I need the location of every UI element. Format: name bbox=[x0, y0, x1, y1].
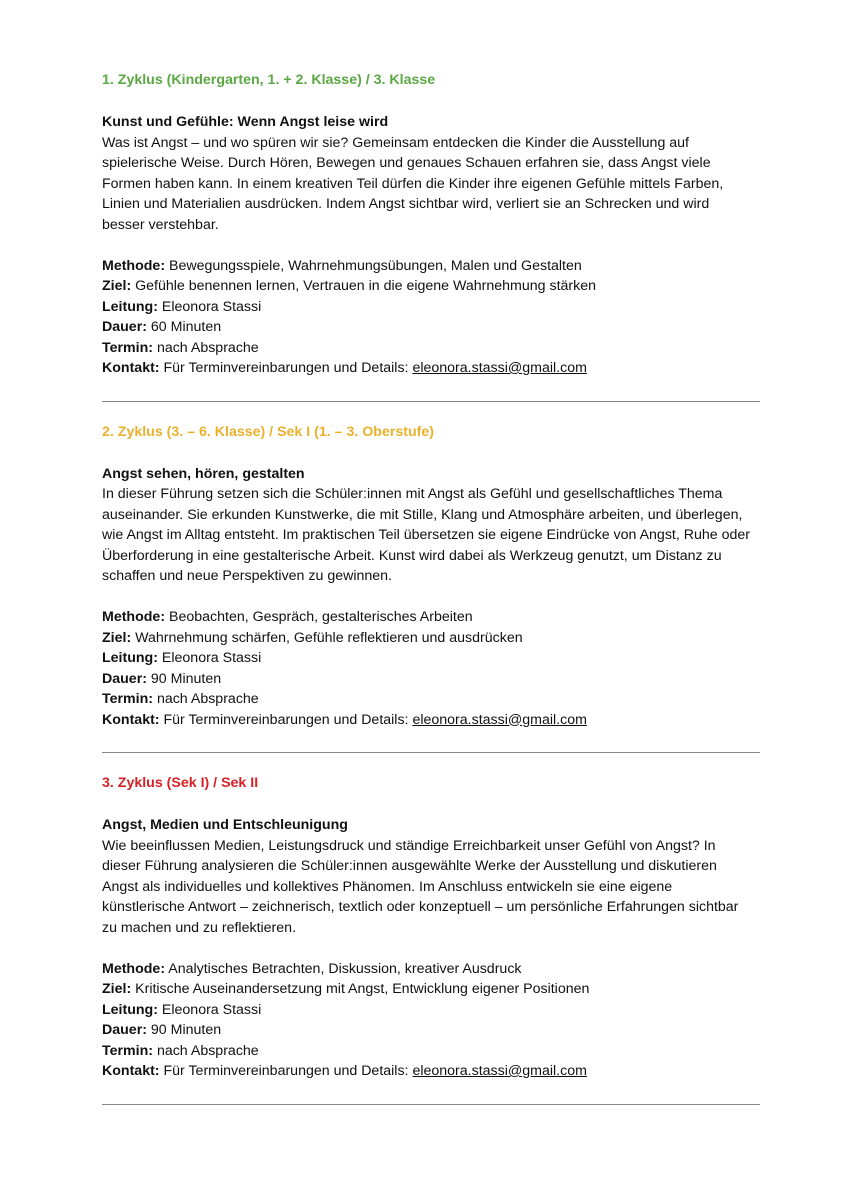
leitung-value: Eleonora Stassi bbox=[161, 1001, 262, 1018]
dauer-label: Dauer: bbox=[102, 1022, 147, 1038]
description-line: Überforderung in eine gestalterische Arbeit. Kunst wird dabei als Werkzeug genutzt, um Distanz zu bbox=[102, 547, 722, 564]
email-link[interactable]: eleonora.stassi@gmail.com bbox=[412, 1063, 587, 1079]
methode-label: Methode: bbox=[102, 257, 166, 274]
kontakt-label: Kontakt: bbox=[102, 360, 160, 376]
description-line: spielerische Weise. Durch Hören, Bewegen und genaues Schauen erfahren sie, dass Angst viele bbox=[102, 155, 711, 171]
description-line: In dieser Führung setzen sich die Schüler:innen mit Angst als Gefühl und gesellschaftliches Thema bbox=[102, 486, 723, 502]
methode-value: Beobachten, Gespräch, gestalterisches Arbeiten bbox=[169, 609, 473, 625]
dauer-row bbox=[102, 317, 760, 338]
methode-row bbox=[102, 607, 760, 628]
methode-label: Methode: bbox=[102, 609, 166, 625]
leitung-label: Leitung: bbox=[102, 1001, 158, 1018]
methode-label: Methode: bbox=[102, 960, 166, 977]
offer-details bbox=[102, 256, 760, 379]
ziel-row bbox=[102, 628, 760, 649]
termin-label: Termin: bbox=[102, 339, 153, 356]
leitung-row bbox=[102, 648, 760, 669]
ziel-row bbox=[102, 979, 760, 1000]
description-line: Was ist Angst – und wo spüren wir sie? Gemeinsam entdecken die Kinder die Ausstellung auf bbox=[102, 134, 689, 151]
termin-value: nach Absprache bbox=[156, 691, 259, 707]
kontakt-text: Für Terminvereinbarungen und Details: bbox=[163, 360, 409, 376]
description-line: dieser Führung analysieren die Schüler:innen ausgewählte Werke der Ausstellung und diskutieren bbox=[102, 858, 717, 874]
zyklus-heading: 3. Zyklus (Sek I) / Sek II bbox=[102, 775, 259, 791]
offer-title: Angst, Medien und Entschleunigung bbox=[102, 817, 348, 833]
kontakt-text: Für Terminvereinbarungen und Details: bbox=[163, 711, 409, 728]
description-line: wie Angst im Alltag entsteht. Im praktischen Teil übersetzen sie eigene Eindrücke von Angst, Ruhe oder bbox=[102, 527, 751, 543]
termin-row bbox=[102, 689, 760, 710]
dauer-value: 90 Minuten bbox=[150, 1022, 222, 1038]
description-line: künstlerische Antwort – zeichnerisch, textlich oder konzeptuell – um persönliche Erfahrungen sichtbar bbox=[102, 899, 739, 915]
offer-title: Angst sehen, hören, gestalten bbox=[102, 465, 305, 482]
termin-row bbox=[102, 338, 760, 359]
methode-value: Analytisches Betrachten, Diskussion, kreativer Ausdruck bbox=[168, 960, 522, 977]
ziel-label: Ziel: bbox=[102, 981, 132, 997]
leitung-value: Eleonora Stassi bbox=[161, 650, 262, 666]
section-zyklus-2 bbox=[102, 422, 760, 754]
kontakt-label: Kontakt: bbox=[102, 1063, 160, 1079]
ziel-label: Ziel: bbox=[102, 278, 132, 294]
kontakt-label: Kontakt: bbox=[102, 711, 160, 728]
dauer-row bbox=[102, 669, 760, 690]
offer-description bbox=[102, 133, 760, 236]
zyklus-heading: 1. Zyklus (Kindergarten, 1. + 2. Klasse) / 3. Klasse bbox=[102, 72, 436, 88]
leitung-label: Leitung: bbox=[102, 298, 158, 315]
section-divider bbox=[102, 401, 760, 402]
termin-label: Termin: bbox=[102, 1042, 153, 1059]
section-divider bbox=[102, 1104, 760, 1105]
ziel-value: Wahrnehmung schärfen, Gefühle reflektieren und ausdrücken bbox=[135, 629, 523, 646]
leitung-value: Eleonora Stassi bbox=[161, 298, 262, 315]
offer-description bbox=[102, 484, 760, 587]
kontakt-row bbox=[102, 358, 760, 379]
email-link[interactable]: eleonora.stassi@gmail.com bbox=[412, 360, 587, 376]
ziel-value: Gefühle benennen lernen, Vertrauen in die eigene Wahrnehmung stärken bbox=[135, 278, 597, 294]
termin-label: Termin: bbox=[102, 691, 153, 707]
description-line: Formen haben kann. In einem kreativen Teil dürfen die Kinder ihre eigenen Gefühle mittels Farben, bbox=[102, 175, 724, 192]
dauer-value: 90 Minuten bbox=[150, 670, 222, 687]
email-link[interactable]: eleonora.stassi@gmail.com bbox=[412, 711, 587, 728]
leitung-row bbox=[102, 297, 760, 318]
methode-row bbox=[102, 959, 760, 980]
section-zyklus-1 bbox=[102, 70, 760, 402]
offer-title: Kunst und Gefühle: Wenn Angst leise wird bbox=[102, 114, 389, 130]
offer-details bbox=[102, 959, 760, 1082]
methode-row bbox=[102, 256, 760, 277]
kontakt-row bbox=[102, 1061, 760, 1082]
description-line: besser verstehbar. bbox=[102, 216, 219, 233]
kontakt-text: Für Terminvereinbarungen und Details: bbox=[163, 1063, 409, 1079]
description-line: zu machen und zu reflektieren. bbox=[102, 919, 297, 936]
document-page bbox=[102, 68, 760, 1105]
methode-value: Bewegungsspiele, Wahrnehmungsübungen, Malen und Gestalten bbox=[169, 257, 582, 274]
offer-description bbox=[102, 836, 760, 939]
description-line: Wie beeinflussen Medien, Leistungsdruck und ständige Erreichbarkeit unser Gefühl von Angst? In bbox=[102, 837, 716, 854]
termin-row bbox=[102, 1041, 760, 1062]
description-line: auseinander. Sie erkunden Kunstwerke, die mit Stille, Klang und Atmosphäre arbeiten, und überlegen, bbox=[102, 506, 743, 523]
termin-value: nach Absprache bbox=[156, 1042, 259, 1059]
zyklus-heading: 2. Zyklus (3. – 6. Klasse) / Sek I (1. – 3. Oberstufe) bbox=[102, 423, 434, 440]
description-line: Angst als individuelles und kollektives Phänomen. Im Anschluss entwickeln sie eine eigene bbox=[102, 878, 673, 895]
dauer-value: 60 Minuten bbox=[150, 319, 222, 335]
leitung-row bbox=[102, 1000, 760, 1021]
ziel-row bbox=[102, 276, 760, 297]
dauer-row bbox=[102, 1020, 760, 1041]
ziel-label: Ziel: bbox=[102, 629, 132, 646]
kontakt-row bbox=[102, 710, 760, 731]
section-zyklus-3 bbox=[102, 773, 760, 1105]
leitung-label: Leitung: bbox=[102, 650, 158, 666]
dauer-label: Dauer: bbox=[102, 670, 147, 687]
section-divider bbox=[102, 752, 760, 753]
termin-value: nach Absprache bbox=[156, 339, 259, 356]
description-line: schaffen und neue Perspektiven zu gewinnen. bbox=[102, 568, 392, 584]
ziel-value: Kritische Auseinandersetzung mit Angst, Entwicklung eigener Positionen bbox=[135, 981, 590, 997]
offer-details bbox=[102, 607, 760, 730]
description-line: Linien und Materialien ausdrücken. Indem Angst sichtbar wird, verliert sie an Schrecken und wird bbox=[102, 196, 710, 212]
dauer-label: Dauer: bbox=[102, 319, 147, 335]
